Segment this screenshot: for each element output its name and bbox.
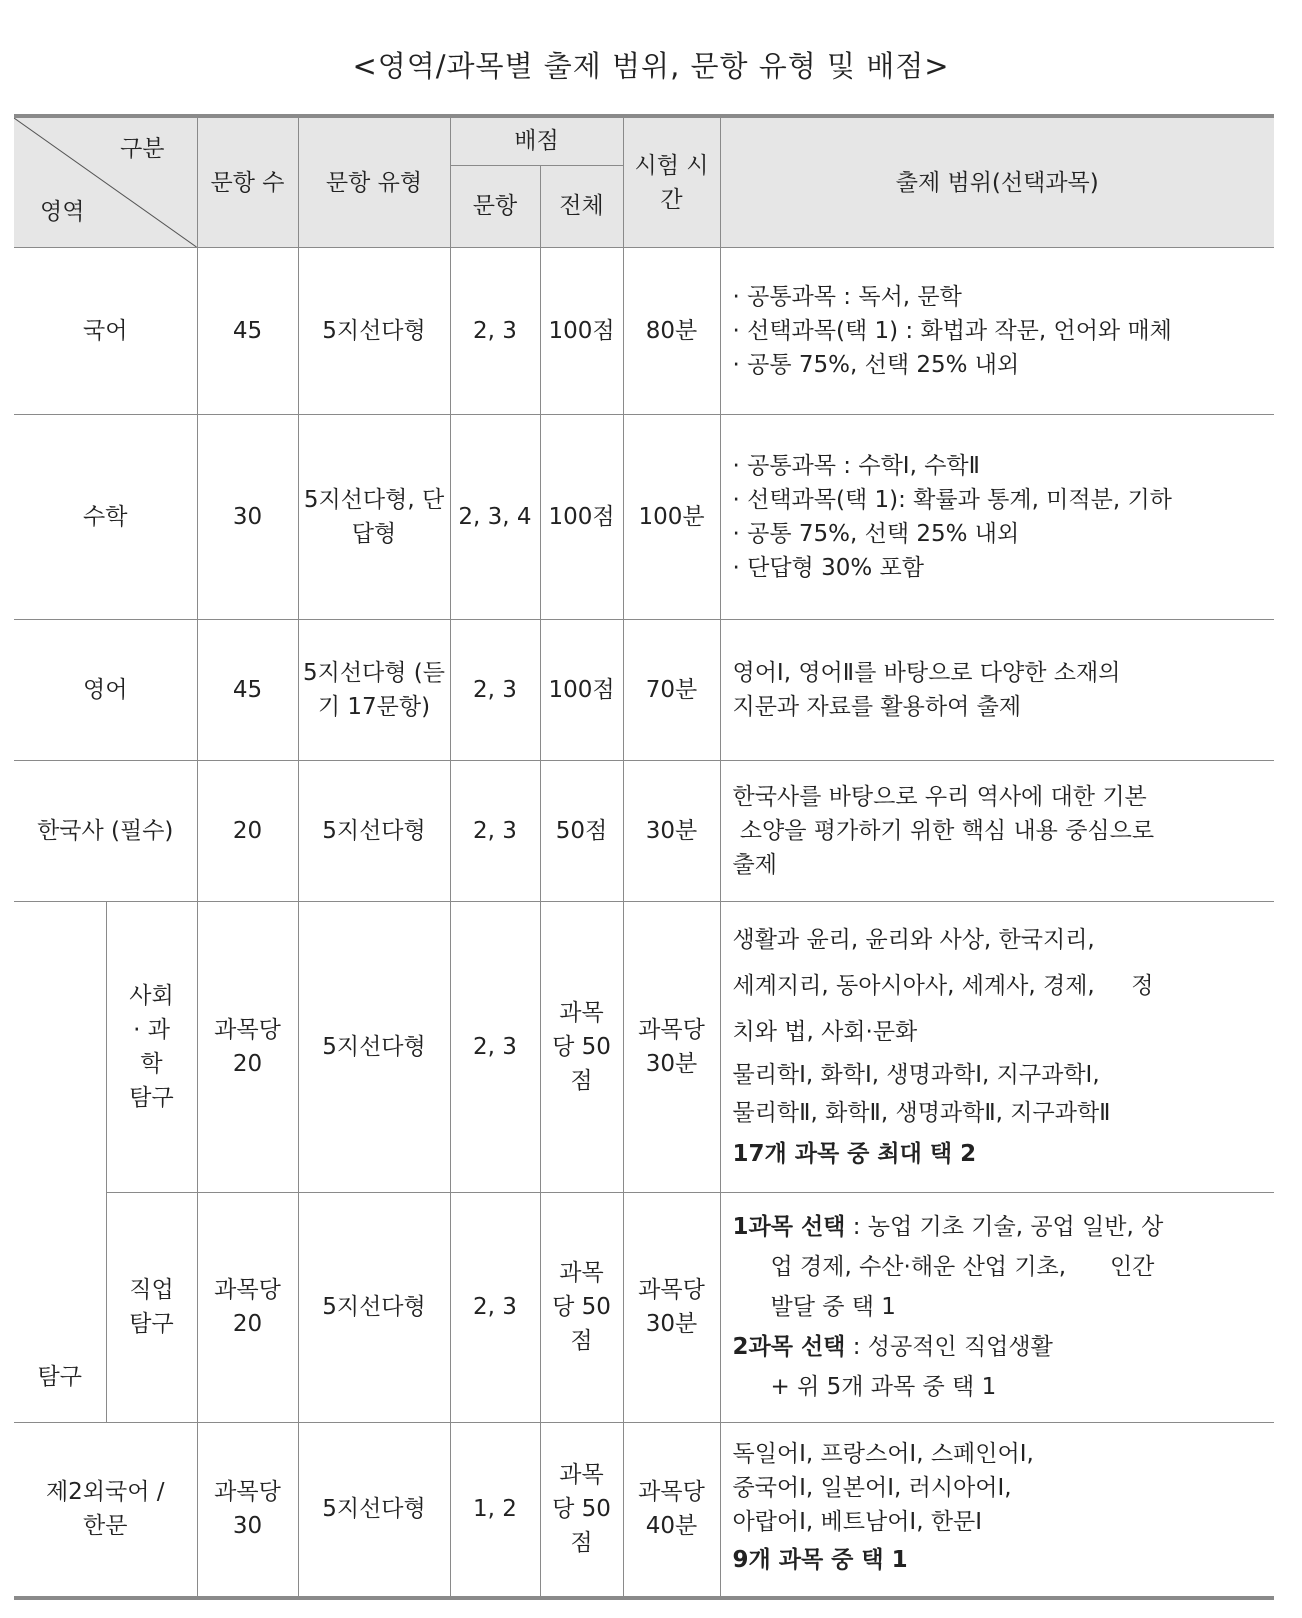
type-cell: 5지선다형 (듣기 17문항)	[298, 620, 450, 761]
range-cell	[720, 1422, 1274, 1598]
sub-area-cell: 사회 · 과학 탐구	[106, 901, 197, 1192]
area-cell: 영어	[14, 620, 197, 761]
num-cell: 과목당 20	[197, 901, 298, 1192]
area-cell: 국어	[14, 248, 197, 414]
time-cell: 100분	[623, 414, 720, 620]
time-cell: 70분	[623, 620, 720, 761]
type-cell: 5지선다형	[298, 1192, 450, 1422]
area-cell: 수학	[14, 414, 197, 620]
range-line: 출제	[732, 851, 777, 878]
time-cell: 30분	[623, 760, 720, 901]
range-note: 9개 과목 중 택 1	[732, 1547, 908, 1574]
range-line: 중국어Ⅰ, 일본어Ⅰ, 러시아어Ⅰ,	[732, 1475, 1012, 1502]
range-line: 독일어Ⅰ, 프랑스어Ⅰ, 스페인어Ⅰ,	[732, 1441, 1034, 1468]
total-score-cell: 과목당 50점	[540, 1192, 623, 1422]
range-line: · 공통과목 : 독서, 문학	[732, 283, 962, 310]
range-line: 지문과 자료를 활용하여 출제	[732, 693, 1022, 720]
area-cell: 한국사 (필수)	[14, 760, 197, 901]
type-cell: 5지선다형	[298, 1422, 450, 1598]
range-line: 물리학Ⅱ, 화학Ⅱ, 생명과학Ⅱ, 지구과학Ⅱ	[732, 1099, 1111, 1126]
header-score-total: 전체	[540, 165, 623, 247]
total-score-cell: 50점	[540, 760, 623, 901]
table-row-history	[14, 760, 1274, 901]
range-cell	[720, 620, 1274, 761]
table-row-job	[14, 1192, 1274, 1422]
area-cell: 제2외국어 /한문	[14, 1422, 197, 1598]
range-line: 발달 중 택 1	[770, 1294, 896, 1321]
range-line: 치와 법, 사회·문화	[732, 1018, 918, 1045]
header-area: 영역	[40, 199, 85, 226]
num-cell: 45	[197, 248, 298, 414]
table-row-foreign	[14, 1422, 1274, 1598]
one-subject-label: 1과목 선택	[732, 1214, 846, 1241]
header-item-type: 문항 유형	[298, 116, 450, 248]
two-subject-text: : 성공적인 직업생활	[845, 1334, 1053, 1361]
table-row-social-science	[14, 901, 1274, 1192]
one-subject-text: : 농업 기초 기술, 공업 일반, 상	[845, 1214, 1164, 1241]
range-line: 영어Ⅰ, 영어Ⅱ를 바탕으로 다양한 소재의	[732, 659, 1121, 686]
range-line: 세계지리, 동아시아사, 세계사, 경제, 정	[732, 972, 1154, 999]
table-row-english	[14, 620, 1274, 761]
total-score-cell: 100점	[540, 248, 623, 414]
range-cell	[720, 760, 1274, 901]
page-title: <영역/과목별 출제 범위, 문항 유형 및 배점>	[352, 49, 950, 83]
sub-area-cell: 직업 탐구	[106, 1192, 197, 1422]
item-score-cell: 1, 2	[450, 1422, 540, 1598]
time-cell: 과목당 40분	[623, 1422, 720, 1598]
range-line: · 공통 75%, 선택 25% 내외	[732, 351, 1020, 378]
type-cell: 5지선다형	[298, 248, 450, 414]
range-line: · 공통과목 : 수학Ⅰ, 수학Ⅱ	[732, 452, 980, 479]
table-row-math	[14, 414, 1274, 620]
header-category: 구분	[120, 136, 165, 162]
range-line: · 단답형 30% 포함	[732, 554, 924, 581]
type-cell: 5지선다형	[298, 760, 450, 901]
total-score-cell: 100점	[540, 414, 623, 620]
total-score-cell: 과목당 50점	[540, 901, 623, 1192]
type-cell: 5지선다형, 단답형	[298, 414, 450, 620]
num-cell: 45	[197, 620, 298, 761]
range-note: 17개 과목 중 최대 택 2	[732, 1140, 977, 1167]
num-cell: 과목당 30	[197, 1422, 298, 1598]
range-line	[733, 1327, 1271, 1367]
range-line: 한국사를 바탕으로 우리 역사에 대한 기본	[732, 783, 1147, 810]
item-score-cell: 2, 3	[450, 620, 540, 761]
exam-scope-table	[14, 114, 1274, 1600]
table-row-korean	[14, 248, 1274, 414]
total-score-cell: 100점	[540, 620, 623, 761]
range-line: · 선택과목(택 1): 확률과 통계, 미적분, 기하	[732, 486, 1172, 513]
header-num-items: 문항 수	[197, 116, 298, 248]
range-cell	[720, 248, 1274, 414]
range-cell	[720, 901, 1274, 1192]
total-score-cell: 과목당 50점	[540, 1422, 623, 1598]
range-line: 아랍어Ⅰ, 베트남어Ⅰ, 한문Ⅰ	[732, 1509, 983, 1536]
range-line: · 선택과목(택 1) : 화법과 작문, 언어와 매체	[732, 317, 1172, 344]
range-line: 소양을 평가하기 위한 핵심 내용 중심으로	[732, 817, 1155, 844]
range-line	[733, 1207, 1271, 1247]
header-category-cell	[14, 116, 197, 248]
type-cell: 5지선다형	[298, 901, 450, 1192]
range-line: · 공통 75%, 선택 25% 내외	[732, 520, 1020, 547]
range-cell	[720, 1192, 1274, 1422]
time-cell: 과목당 30분	[623, 901, 720, 1192]
time-cell: 과목당 30분	[623, 1192, 720, 1422]
item-score-cell: 2, 3, 4	[450, 414, 540, 620]
time-cell: 80분	[623, 248, 720, 414]
range-line: 물리학Ⅰ, 화학Ⅰ, 생명과학Ⅰ, 지구과학Ⅰ,	[732, 1061, 1100, 1088]
item-score-cell: 2, 3	[450, 1192, 540, 1422]
num-cell: 20	[197, 760, 298, 901]
area-cell-inquiry: 탐구	[14, 901, 106, 1422]
header-range: 출제 범위(선택과목)	[720, 116, 1274, 248]
header-score: 배점	[450, 116, 623, 165]
num-cell: 과목당 20	[197, 1192, 298, 1422]
range-line: 생활과 윤리, 윤리와 사상, 한국지리,	[732, 926, 1095, 953]
num-cell: 30	[197, 414, 298, 620]
header-time: 시험 시간	[623, 116, 720, 248]
range-line: + 위 5개 과목 중 택 1	[770, 1374, 997, 1401]
range-line: 업 경제, 수산·해운 산업 기초, 인간	[770, 1254, 1155, 1281]
two-subject-label: 2과목 선택	[732, 1334, 846, 1361]
item-score-cell: 2, 3	[450, 901, 540, 1192]
header-score-item: 문항	[450, 165, 540, 247]
item-score-cell: 2, 3	[450, 760, 540, 901]
range-cell	[720, 414, 1274, 620]
item-score-cell: 2, 3	[450, 248, 540, 414]
